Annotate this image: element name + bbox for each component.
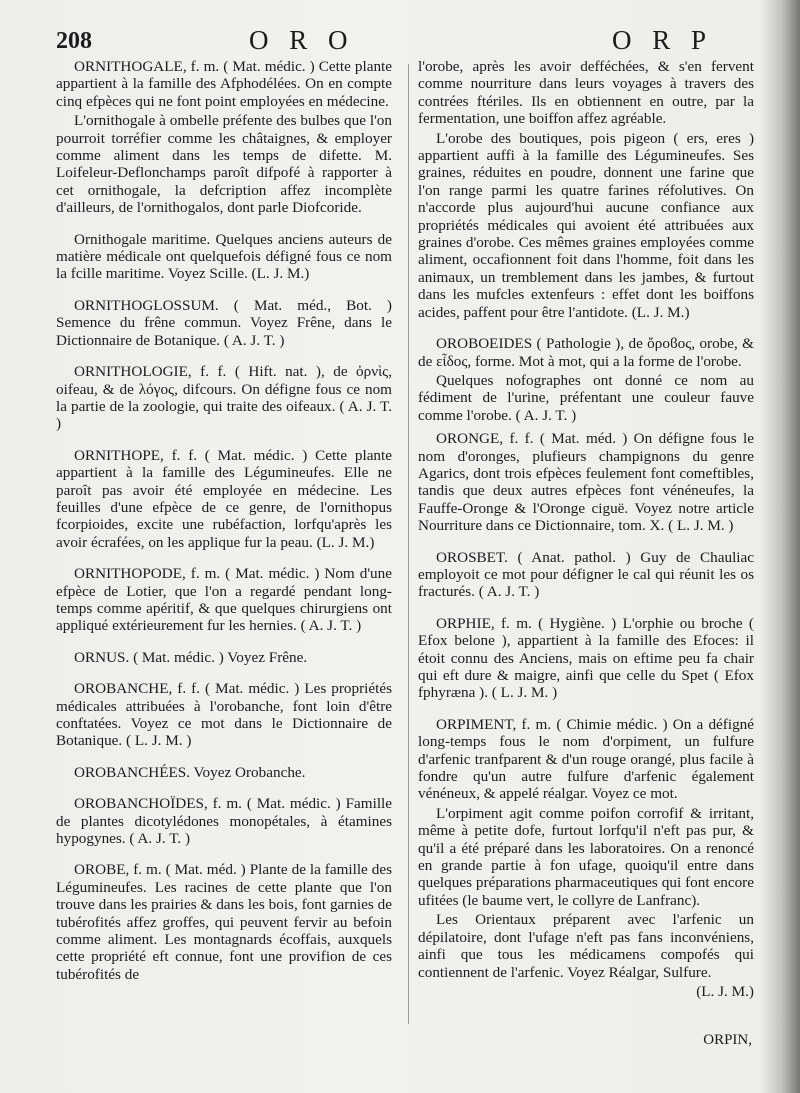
entry-text: ORNITHOGLOSSUM. ( Mat. méd., Bot. ) Semence du frêne commun. Voyez Frêne, dans le Dictionnaire de Botanique. ( A. J. T. ) <box>56 296 392 349</box>
left-column <box>56 58 392 997</box>
entry-orosbet <box>418 549 754 601</box>
entry-text: OROBANCHOÏDES, f. m. ( Mat. médic. ) Famille de plantes dicotylédones monopétales, à étamines hypogynes. ( A. J. T. ) <box>56 795 392 848</box>
entry-text: OROSBET. ( Anat. pathol. ) Guy de Chauliac employoit ce mot pour défigner le cal qui réunit les os fracturés. ( A. J. T. ) <box>418 548 754 601</box>
entry-text: ORONGE, f. f. ( Mat. méd. ) On défigne fous le nom d'oronges, plufieurs champignons du genre Agarics, dont trois efpèces feulement font comeftibles, tandis que deux autres efpèces font vénéneufes, la Fauffe-Oronge & l'Oronge ciguë. Voyez notre article Nourriture dans ce Dictionnaire, tom. X. ( L. J. M. ) <box>418 430 754 535</box>
entry-text: L'ornithogale à ombelle préfente des bulbes que l'on pourroit torréfier comme les châtaignes, & employer comme aliment dans les temps de difette. M. Loifeleur-Deflonchamps paroît difpofé à rapporter à cet ornithogale, la defcription affez incomplète d'ailleurs, de l'ornithogalos, dont parle Diofcoride. <box>56 112 392 217</box>
right-column <box>418 58 754 1014</box>
entry-signature: (L. J. M.) <box>696 982 754 1000</box>
entry-oronge <box>418 430 754 534</box>
entry-orobanchoides <box>56 795 392 847</box>
entry-orobe <box>56 861 392 983</box>
entry-orphie <box>418 615 754 702</box>
page-number: 208 <box>56 28 92 54</box>
entry-text: OROBANCHÉES. Voyez Orobanche. <box>74 763 306 781</box>
entry-text: Les Orientaux préparent avec l'arfenic un dépilatoire, dont l'ufage n'eft pas fans inconvéniens, ainfi que tous les médicamens compofés qui contiennent de l'arfenic. Voyez Réalgar, Sulfure. <box>418 911 754 981</box>
entry-text: l'orobe, après les avoir defféchées, & s'en fervent comme nourriture dans leurs voyages à travers des contrées ftériles. Ils en obtiennent en outre, par la fermentation, une boiffon affez agréable. <box>418 58 754 128</box>
entry-ornithogale-maritime <box>56 231 392 283</box>
entry-text: ORNITHOPODE, f. m. ( Mat. médic. ) Nom d'une efpèce de Lotier, que l'on a regardé pendant long-temps comme apéritif, & que quelques chirurgiens ont appliqué extérieurement fur les hernies. ( A. J. T. ) <box>56 565 392 635</box>
entry-orobanche <box>56 680 392 750</box>
entry-ornithologie <box>56 363 392 433</box>
entry-text: ORNITHOGALE, f. m. ( Mat. médic. ) Cette plante appartient à la famille des Afphodélées. On en compte cinq efpèces qui ne font point employées en médecine. <box>56 58 392 110</box>
entry-text: L'orobe des boutiques, pois pigeon ( ers, eres ) appartient auffi à la famille des Légumineufes. Ses graines, réduites en poudre, donnent une farine que l'on range parmi les quatre farines réfolutives. On n'accorde plus aujourd'hui aucune confiance aux propriétés médicales qui avoient été attribuées aux graines d'orobe. Ces mêmes graines employées comme aliment, occafionnent foit dans l'homme, foit dans les animaux, un tremblement dans les jambes, & furtout dans les mufcles extenfeurs : effet dont les boiffons acides, paffent pour être l'antidote. (L. J. M.) <box>418 129 754 321</box>
entry-ornithoglossum <box>56 297 392 349</box>
entry-orobanchees <box>56 764 392 781</box>
entry-text: ORNITHOPE, f. f. ( Mat. médic. ) Cette plante appartient à la famille des Légumineufes. Elle ne paroît pas avoir été employée en médecine. Les feuilles d'une efpèce de ce genre, de l'ornithopus fcorpioides, excite une rubéfaction, lorfqu'après les avoir écrafées, on les applique fur la peau. (L. J. M.) <box>56 446 392 551</box>
page-header <box>56 22 756 58</box>
entry-text: ORNUS. ( Mat. médic. ) Voyez Frêne. <box>74 648 308 666</box>
entry-text: Ornithogale maritime. Quelques anciens auteurs de matière médicale ont quelquefois défigné fous ce nom la fcille maritime. Voyez Scille. (L. J. M.) <box>56 230 392 283</box>
entry-text: ORNITHOLOGIE, f. f. ( Hift. nat. ), de ὀρνὶς, oifeau, & de λόγος, difcours. On défigne fous ce nom la partie de la zoologie, qui traite des oifeaux. ( A. J. T. ) <box>56 363 392 433</box>
entry-text: ORPIMENT, f. m. ( Chimie médic. ) On a défigné long-temps fous le nom d'orpiment, un fulfure d'arfenic tranfparent & d'un rouge orangé, plus facile à fondre qu'un autre fulfure d'arfenic également vénéneux, & appelé réalgar. Voyez ce mot. <box>418 715 754 803</box>
page-binding-shadow <box>760 0 800 1093</box>
entry-text: OROBANCHE, f. f. ( Mat. médic. ) Les propriétés médicales attribuées à l'orobanche, font loin d'être conftatées. Voyez ce mot dans le Dictionnaire de Botanique. ( L. J. M. ) <box>56 680 392 750</box>
entry-text: OROBOEIDES ( Pathologie ), de ὄροϐος, orobe, & de εἶδος, forme. Mot à mot, qui a la forme de l'orobe. <box>418 335 754 370</box>
entry-ornithopode <box>56 565 392 635</box>
entry-text: OROBE, f. m. ( Mat. méd. ) Plante de la famille des Légumineufes. Les racines de cette plante que l'on trouve dans les prairies & dans les bois, font garnies de tubérofités affez groffes, qui peuvent fervir au befoin comme aliment. Les montagnards écoffais, auxquels cette propriété eft connue, font une provifion de ces tubérofités de <box>56 861 392 983</box>
catchword: ORPIN, <box>703 1032 752 1048</box>
column-divider <box>408 64 409 1024</box>
entry-text: Quelques nofographes ont donné ce nom au fédiment de l'urine, préfentant une couleur fauve comme l'orobe. ( A. J. T. ) <box>418 371 754 424</box>
right-running-head: O R P <box>612 25 714 55</box>
left-running-head: O R O <box>249 25 355 55</box>
entry-ornus <box>56 649 392 666</box>
entry-ornithogale <box>56 58 392 217</box>
entry-orobe-continued <box>418 58 754 321</box>
entry-oroboeides <box>418 335 754 424</box>
entry-text: L'orpiment agit comme poifon corrofif & irritant, même à petite dofe, furtout lorfqu'il n'eft pas pur, & qu'il a été préparé dans les laboratoires. On a renoncé en grande partie à fon ufage, quoiqu'il entre dans quelques préparations pharmaceutiques qui font encore ufitées (le baume vert, le collyre de Lanfranc). <box>418 804 754 909</box>
entry-ornithope <box>56 447 392 551</box>
entry-text: ORPHIE, f. m. ( Hygiène. ) L'orphie ou broche ( Efox belone ), appartient à la famille des Efoces: il étoit connu des Anciens, mais on eftime peu fa chair qui eft dure & maigre, ainfi que celle du Spet ( Efox fphyræna ). ( L. J. M. ) <box>418 614 754 702</box>
entry-orpiment <box>418 716 754 1001</box>
